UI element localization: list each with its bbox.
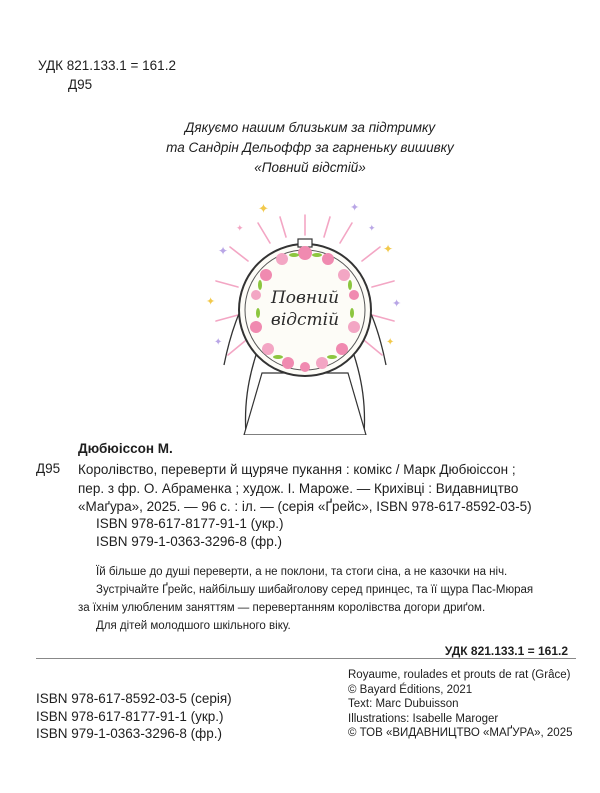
credit-line: Text: Marc Dubuisson (348, 698, 459, 710)
credit-line: Royaume, roulades et prouts de rat (Grâce) (348, 669, 571, 681)
embroidery-text: Повний (270, 288, 340, 308)
svg-text:✦: ✦ (368, 224, 376, 234)
udk-code: УДК 821.133.1 = 161.2 (38, 58, 176, 73)
catalog-author: Дюбюіссон М. (78, 441, 173, 456)
svg-text:✦: ✦ (392, 297, 402, 310)
isbn-line: ISBN 978-617-8592-03-5 (серія) (36, 691, 232, 706)
embroidery-text: відстій (270, 310, 340, 330)
annotation-line: Їй більше до душі переверти, а не поклони, та стоги сіна, а не казочки на ніч. (96, 566, 508, 578)
isbn-line: ISBN 978-617-8177-91-1 (укр.) (36, 708, 224, 724)
acknowledgement-line: та Сандрін Дельоффр за гарненьку вишивку (166, 140, 454, 155)
description-line: «Маґура», 2025. — 96 с. : іл. — (серія «Ґрейс», ISBN 978-617-8592-03-5) (78, 499, 532, 514)
catalog-description (78, 461, 578, 517)
annotation-line: за їхнім улюбленим заняттям — перевертанням королівства догори дриґом. (78, 602, 486, 614)
age-note: Для дітей молодшого шкільного віку. (96, 620, 291, 632)
udk-header (38, 56, 176, 94)
description-line: Королівство, переверти й щуряче пукання : комікс / Марк Дюбюіссон ; (78, 462, 516, 477)
svg-text:✦: ✦ (218, 244, 229, 258)
svg-text:✦: ✦ (236, 224, 244, 234)
isbn-line: ISBN 978-617-8177-91-1 (укр.) (96, 516, 284, 531)
svg-text:✦: ✦ (214, 337, 223, 348)
credit-line: © Bayard Éditions, 2021 (348, 683, 473, 696)
credit-line: Illustrations: Isabelle Maroger (348, 712, 499, 725)
svg-text:✦: ✦ (350, 201, 360, 214)
hoop-screw (298, 239, 312, 247)
svg-text:✦: ✦ (258, 202, 269, 217)
acknowledgement-line: Дякуємо нашим близьким за підтримку (184, 120, 436, 135)
credits (348, 668, 573, 741)
credit-line: © ТОВ «ВИДАВНИЦТВО «МАҐУРА», 2025 (348, 727, 573, 739)
divider (36, 658, 576, 659)
embroidery-hoop-illustration (200, 195, 410, 435)
catalog-isbn-list (96, 515, 284, 551)
catalog-code: Д95 (36, 461, 61, 476)
acknowledgement (100, 118, 520, 178)
svg-text:✦: ✦ (386, 337, 395, 348)
acknowledgement-line: «Повний відстій» (254, 160, 366, 175)
annotation (78, 563, 576, 617)
dress-shape (244, 373, 366, 435)
svg-text:✦: ✦ (383, 242, 394, 256)
annotation-line: Зустрічайте Ґрейс, найбільшу шибайголову серед принцес, та її щура Пас-Мюрая (96, 584, 534, 596)
description-line: пер. з фр. О. Абраменка ; худож. І. Мароже. — Крихівці : Видавництво (78, 480, 519, 496)
author-mark: Д95 (68, 77, 93, 92)
svg-text:✦: ✦ (206, 295, 216, 308)
isbn-line: ISBN 979-1-0363-3296-8 (фр.) (36, 726, 222, 741)
isbn-line: ISBN 979-1-0363-3296-8 (фр.) (96, 534, 282, 549)
udk-bottom: УДК 821.133.1 = 161.2 (444, 644, 568, 658)
isbn-bottom-list (36, 690, 232, 743)
